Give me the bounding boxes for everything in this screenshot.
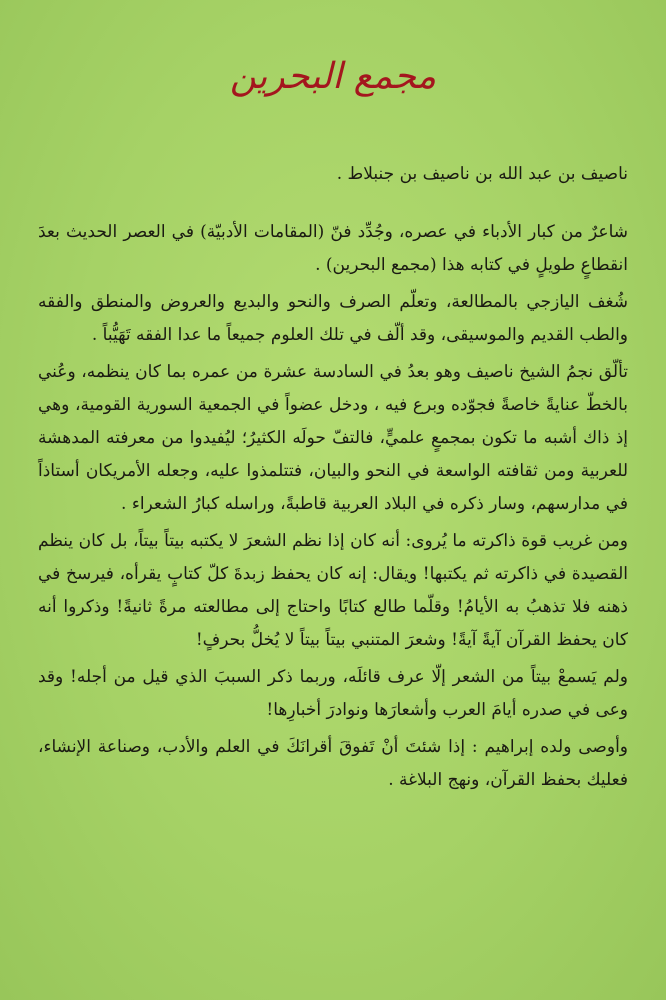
paragraph-3: تألّق نجمُ الشيخ ناصيف وهو بعدُ في السادسة عشرة من عمره بما كان ينظمه، وعُني بالخطّ عنايةً خاصةً فجوّده وبرع فيه ، ودخل عضواً في الجمعية السورية القومية، وهي إذ ذاك أشبه ما تكون بمجمعٍ علميٍّ، فالتفّ حولَه الكثيرُ؛ ليُفيدوا من معرفته المدهشة للعربية ومن ثقافته الواسعة في النحو والبيان، فتتلمذوا عليه، وجعله الأمريكان أستاذاً في مدارسهم، وسار ذكره في البلاد العربية قاطبةً، وراسله كبارُ الشعراء . (38, 362, 628, 514)
paragraph-6: وأوصى ولده إبراهيم : إذا شئتَ أنْ تَفوقَ أقرانَكَ في العلم والأدب، وصناعة الإنشاء، فعليك بحفظ القرآن، ونهج البلاغة . (38, 737, 628, 790)
paragraph-4: ومن غريب قوة ذاكرته ما يُروى: أنه كان إذا نظم الشعرَ لا يكتبه بيتاً بيتاً، بل كان ينظم القصيدة في ذاكرته ثم يكتبها! ويقال: إنه كان يحفظ زبدةَ كلّ كتابٍ يقرأه، فيرسخ في ذهنه فلا تذهبُ به الأيامُ! وقلّما طالع كتابًا واحتاج إلى مطالعته مرةً ثانيةً! وذكروا أنه كان يحفظ القرآن آيةً آيةً! وشعرَ المتنبي بيتاً بيتاً لا يُخلُّ بحرفٍ! (38, 531, 628, 650)
paragraph-5: ولم يَسمعْ بيتاً من الشعر إلّا عرف قائلَه، وربما ذكر السببَ الذي قيل من أجله! وقد وعى في صدره أيامَ العرب وأشعارَها ونوادرَ أخبارِها! (38, 667, 628, 720)
paragraph-1: شاعرٌ من كبار الأدباء في عصره، وجُدِّد فنّ (المقامات الأدبيّة) في العصر الحديث بعدَ انقطاعٍ طويلٍ في كتابه هذا (مجمع البحرين) . (38, 222, 628, 275)
page-title: مجمع البحرين (229, 56, 437, 97)
paragraph-2: شُغف اليازجي بالمطالعة، وتعلّم الصرف والنحو والبديع والعروض والمنطق والفقه والطب القديم والموسيقى، وقد ألّف في تلك العلوم جميعاً ما عدا الفقه تَهَيُّباً . (38, 292, 628, 345)
author-line: ناصيف بن عبد الله بن ناصيف بن جنبلاط . (336, 164, 628, 184)
page-content (38, 158, 628, 801)
